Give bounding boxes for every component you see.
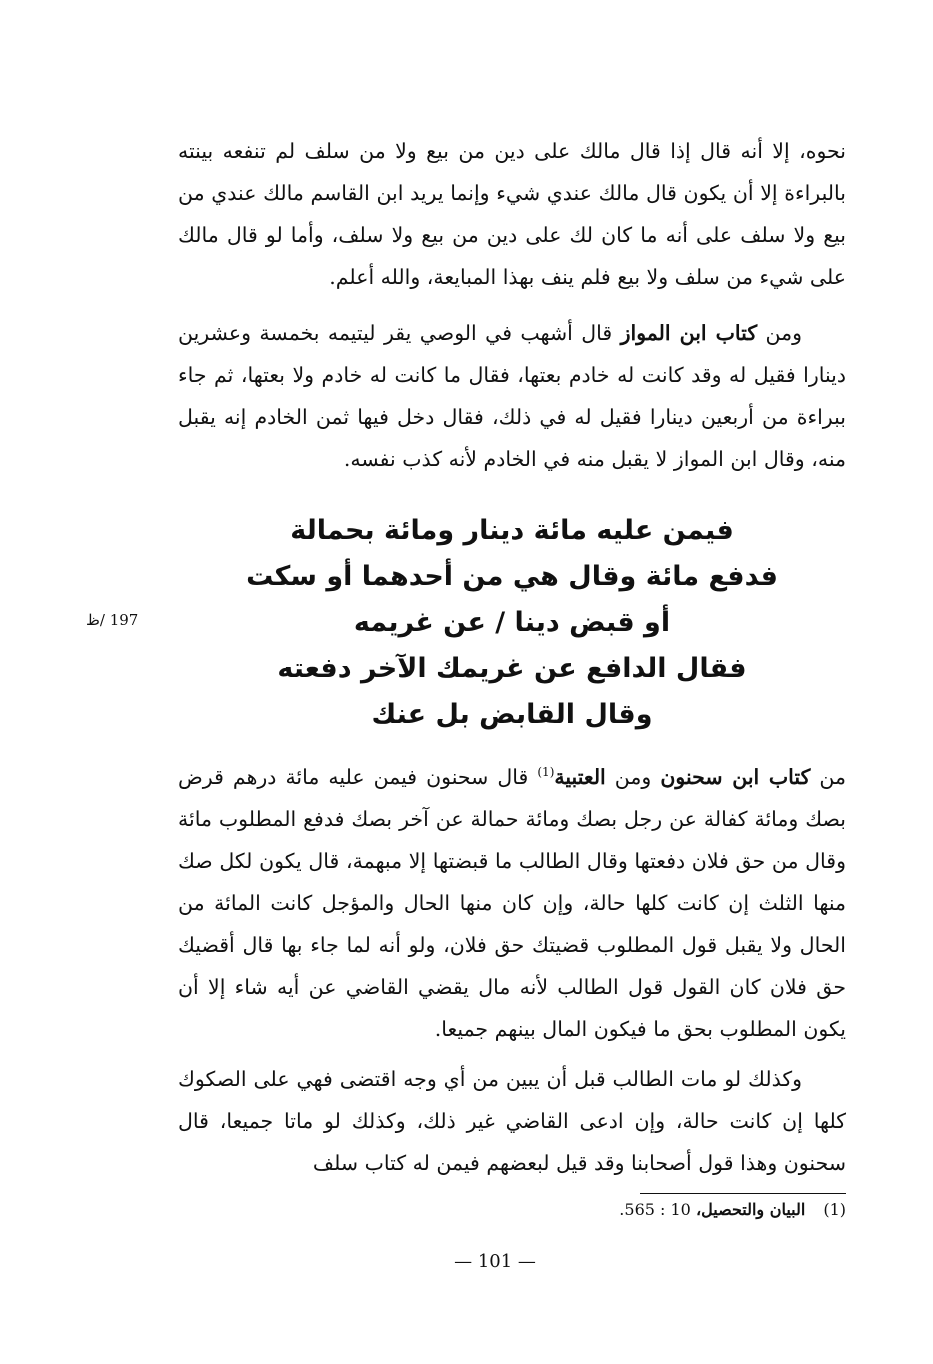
footnote-divider <box>640 1193 846 1194</box>
paragraph-1-text: نحوه، إلا أنه قال إذا قال مالك على دين من بيع ولا من سلف لم تنفعه بينته بالبراءة إلا أن يكون قال مالك عندي شيء وإنما يريد ابن القاسم مالك عندي من بيع ولا سلف على أنه ما كان لك على دين من بيع ولا سلف، وأما لو قال مالك على شيء من سلف ولا بيع فلم ينف بهذا المبايعة، والله أعلم. <box>178 139 846 289</box>
paragraph-4 <box>178 1058 846 1184</box>
page-number: — 101 — <box>454 1251 536 1272</box>
paragraph-2-lead: ومن <box>757 321 803 345</box>
paragraph-4-text: وكذلك لو مات الطالب قبل أن يبين من أي وجه اقتضى فهي على الصكوك كلها إن كانت حالة، وإن ادعى القاضي غير ذلك، وكذلك لو ماتا جميعا، قال سحنون وهذا قول أصحابنا وقد قيل لبعضهم فيمن له كتاب سلف <box>178 1067 846 1175</box>
footnote-reference-text: 10 : 565. <box>619 1200 691 1219</box>
paragraph-3-mid: ومن <box>605 765 661 789</box>
paragraph-2-body <box>178 312 846 480</box>
source-title-ibn-al-mawwaz: كتاب ابن المواز <box>620 321 758 345</box>
source-title-al-utbiyya: العتبية <box>554 765 606 789</box>
paragraph-3-body <box>178 756 846 1050</box>
paragraph-3-text: قال سحنون فيمن عليه مائة درهم قرض بصك ومائة كفالة عن رجل بصك ومائة حمالة عن آخر بصك فدفع المطلوب مائة وقال من حق فلان دفعتها وقال الطالب ما قبضتها إلا مبهمة، قال يكون لكل صك منها الثلث إن كانت كلها حالة، وإن كان منها الحال والمؤجل كانت المائة من الحال ولا يقبل قول المطلوب قضيتك حق فلان، ولو أنه لما جاء بها قال أقضيك حق فلان كان القول قول الطالب لأنه مال يقضي القاضي عن أيه شاء إلا أن يكون المطلوب بحق ما فيكون المال بينهم جميعا. <box>178 765 846 1041</box>
section-heading <box>178 508 846 738</box>
manuscript-folio-note: 197 /ظ <box>86 611 139 629</box>
heading-line-2: فدفع مائة وقال هي من أحدهما أو سكت <box>246 561 778 592</box>
heading-line-3: أو قبض دينا / عن غريمه <box>353 607 671 638</box>
paragraph-3-lead: من <box>810 765 846 789</box>
footnote-reference: (1) <box>537 765 555 780</box>
footnote-marker: (1) <box>823 1200 846 1219</box>
source-title-ibn-sahnun: كتاب ابن سحنون <box>660 765 811 789</box>
paragraph-1 <box>178 130 846 298</box>
heading-line-5: وقال القابض بل عنك <box>371 699 653 730</box>
paragraph-2-text: قال أشهب في الوصي يقر ليتيمه بخمسة وعشرين دينارا فقيل له وقد كانت له خادم بعتها، فقال ما كانت له خادم ولا بعتها، ثم جاء ببراءة من أربعين دينارا فقيل له في ذلك، فقال دخل فيها ثمن الخادم إنه يقبل منه، وقال ابن المواز لا يقبل منه في الخادم لأنه كذب نفسه. <box>178 321 846 471</box>
paragraph-2 <box>178 312 846 480</box>
paragraph-3 <box>178 756 846 1050</box>
footnote <box>470 1198 846 1222</box>
footnote-source: البيان والتحصيل، <box>695 1200 806 1219</box>
heading-line-4: فقال الدافع عن غريمك الآخر دفعته <box>277 653 747 684</box>
heading-line-1: فيمن عليه مائة دينار ومائة بحمالة <box>290 515 734 546</box>
